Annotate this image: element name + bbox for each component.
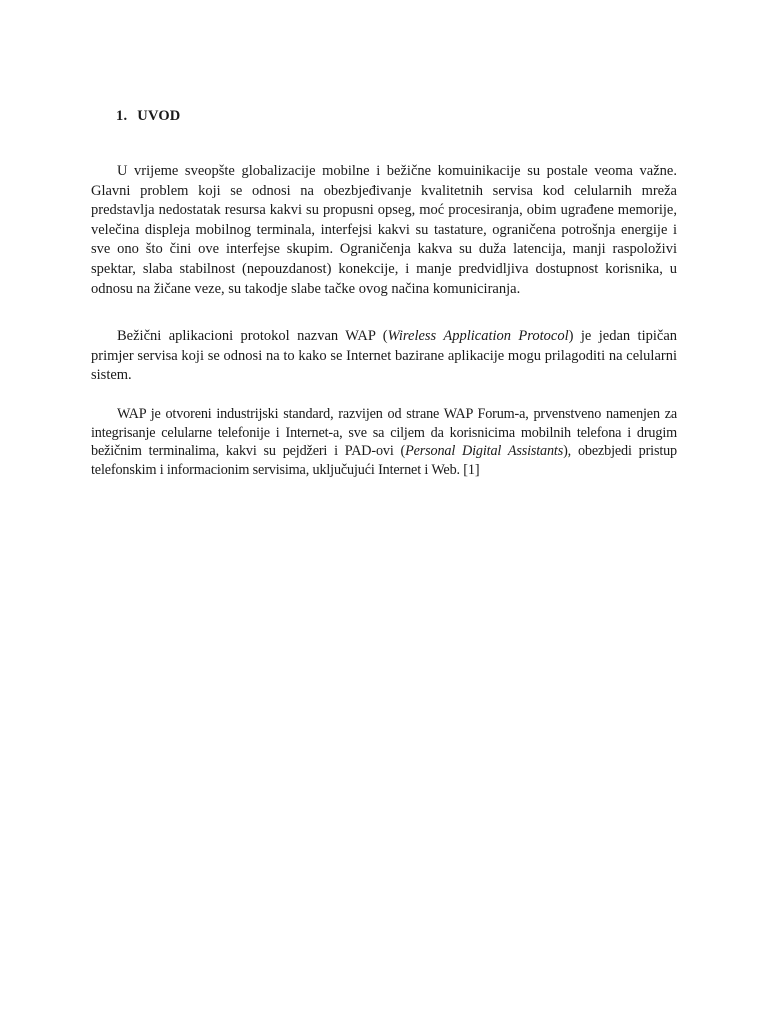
paragraph-intro-text: U vrijeme sveopšte globalizacije mobilne i bežične komuinikacije su postale veoma važne. Glavni problem koji se odnosi na obezbjeđivanje kvalitetnih servisa kod celularnih mreža predstavlja nedostatak resursa kakvi su propusni opseg, moć procesiranja, obim ugrađene memorije, velečina displeja mobilnog terminala, interfejsi kakvi su tastature, ograničena potrošnja energije i sve ono što čini ove interfejse skupim. Ograničenja kakva su duža latencija, manji raspoloživi spektar, slaba stabilnost (nepouzdanost) konekcije, i manje predvidljiva dostupnost korisnika, u odnosu na žičane veze, su takodje slabe tačke ovog načina komuniciranja. — [91, 163, 677, 297]
paragraph-wap-standard-italic: Personal Digital Assistants — [405, 443, 564, 460]
section-title: UVOD — [137, 108, 181, 124]
paragraph-wap-protocol — [91, 327, 677, 386]
section-heading — [116, 108, 180, 125]
paragraph-wap-standard-text-before: WAP je otvoreni industrijski standard, razvijen od strane WAP Forum-a, prvenstveno namenjen za integrisanje celularne telefonije i Internet-a, sve sa ciljem da korisnicima mobilnih telefona i drugim bežičnim terminalima, kakvi su pejdžeri i PAD-ovi ( — [91, 406, 677, 460]
section-number: 1. — [116, 108, 128, 124]
paragraph-wap-standard — [91, 405, 677, 479]
paragraph-wap-standard-text-after: ), obezbjedi pristup telefonskim i informacionim servisima, uključujući Internet i Web. [1] — [91, 443, 677, 478]
paragraph-wap-protocol-italic: Wireless Application Protocol — [387, 328, 569, 344]
paragraph-wap-protocol-text-before: Bežični aplikacioni protokol nazvan WAP ( — [117, 328, 388, 344]
paragraph-intro — [91, 162, 677, 299]
paragraph-wap-protocol-text-after: ) je jedan tipičan primjer servisa koji se odnosi na to kako se Internet bazirane aplikacije mogu prilagoditi na celularni sistem. — [91, 328, 678, 384]
